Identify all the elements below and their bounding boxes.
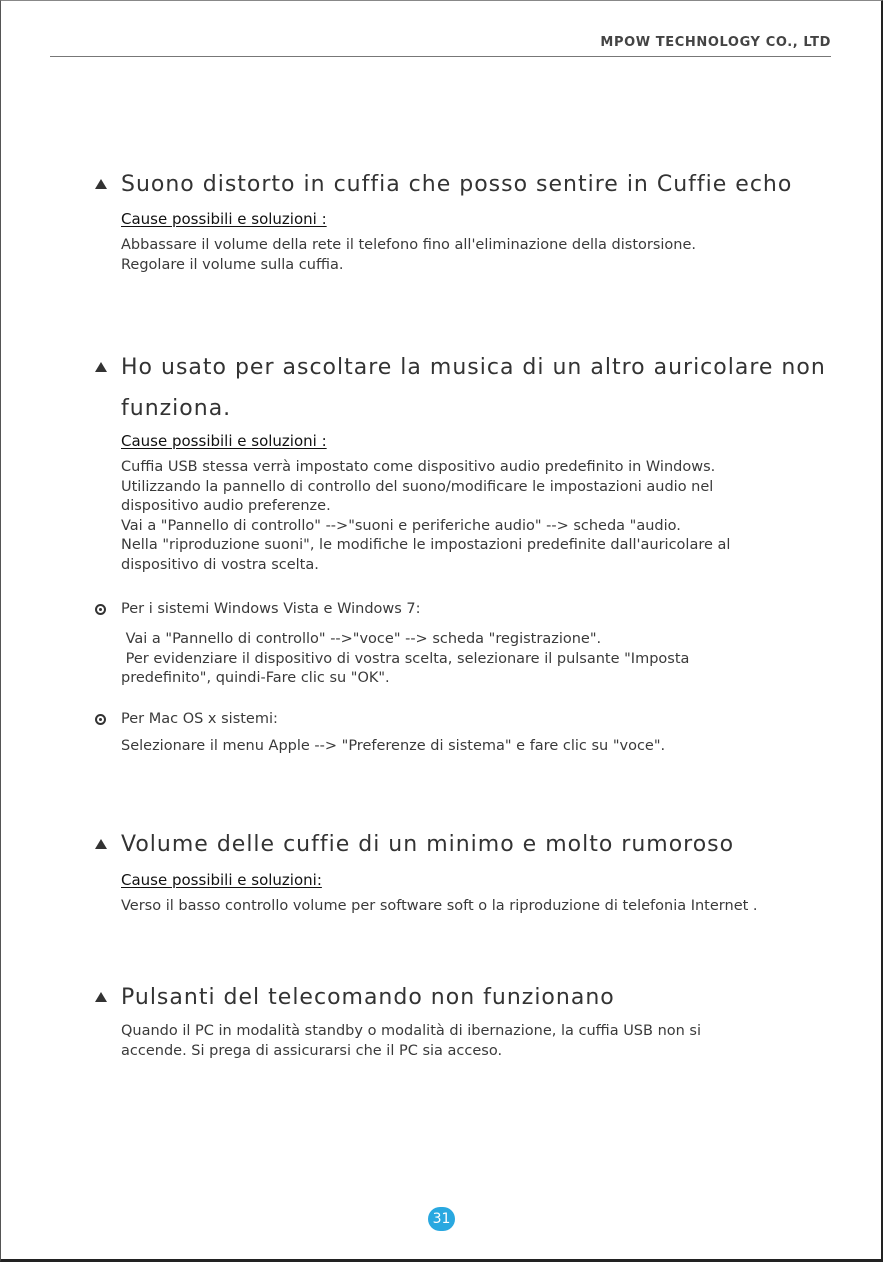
section-body: [121, 236, 696, 275]
bullet-title: Per i sistemi Windows Vista e Windows 7:: [121, 601, 421, 617]
section-heading: Pulsanti del telecomando non funzionano: [121, 985, 615, 1010]
causes-label: Cause possibili e soluzioni :: [121, 210, 327, 228]
company-name: MPOW TECHNOLOGY CO., LTD: [600, 35, 831, 50]
page-number-badge: 31: [428, 1207, 455, 1231]
body-line: Vai a "Pannello di controllo" -->"suoni e periferiche audio" --> scheda "audio.: [121, 517, 681, 534]
body-line: dispositivo di vostra scelta.: [121, 556, 319, 573]
section-body: [121, 458, 730, 575]
body-line: Vai a "Pannello di controllo" -->"voce" --> scheda "registrazione".: [121, 631, 602, 647]
body-line: Selezionare il menu Apple --> "Preferenze di sistema" e fare clic su "voce".: [121, 738, 666, 754]
circle-bullet-icon: [95, 714, 106, 725]
heading-line: funziona.: [121, 396, 232, 421]
section-heading: Volume delle cuffie di un minimo e molto rumoroso: [121, 832, 735, 857]
triangle-bullet-icon: [95, 362, 107, 372]
circle-bullet-icon: [95, 604, 106, 615]
bullet-title: Per Mac OS x sistemi:: [121, 711, 278, 727]
section-heading: Suono distorto in cuffia che posso sentire in Cuffie echo: [121, 172, 793, 197]
header-rule: [50, 56, 831, 57]
body-line: predefinito", quindi-Fare clic su "OK".: [121, 670, 390, 686]
section-heading: [121, 347, 826, 429]
body-line: Abbassare il volume della rete il telefono fino all'eliminazione della distorsione.: [121, 237, 697, 253]
section-body: [121, 1022, 701, 1061]
causes-label: Cause possibili e soluzioni:: [121, 871, 322, 889]
body-line: Verso il basso controllo volume per software soft o la riproduzione di telefonia Internet .: [121, 898, 758, 914]
bullet-body: [121, 630, 689, 689]
body-line: dispositivo audio preferenze.: [121, 498, 331, 514]
body-line: Quando il PC in modalità standby o modalità di ibernazione, la cuffia USB non si: [121, 1023, 702, 1039]
triangle-bullet-icon: [95, 179, 107, 189]
triangle-bullet-icon: [95, 839, 107, 849]
bullet-body: [121, 737, 665, 757]
body-line: Utilizzando la pannello di controllo del suono/modificare le impostazioni audio nel: [121, 478, 714, 495]
body-line: Regolare il volume sulla cuffia.: [121, 256, 344, 273]
causes-label: Cause possibili e soluzioni :: [121, 432, 327, 450]
body-line: accende. Si prega di assicurarsi che il PC sia acceso.: [121, 1042, 503, 1059]
body-line: Cuffia USB stessa verrà impostato come dispositivo audio predefinito in Windows.: [121, 459, 716, 475]
heading-line: Ho usato per ascoltare la musica di un altro auricolare non: [121, 355, 826, 380]
section-body: [121, 897, 758, 917]
body-line: Nella "riproduzione suoni", le modifiche le impostazioni predefinite dall'auricolare al: [121, 537, 731, 553]
body-line: Per evidenziare il dispositivo di vostra scelta, selezionare il pulsante "Imposta: [121, 650, 690, 667]
triangle-bullet-icon: [95, 992, 107, 1002]
